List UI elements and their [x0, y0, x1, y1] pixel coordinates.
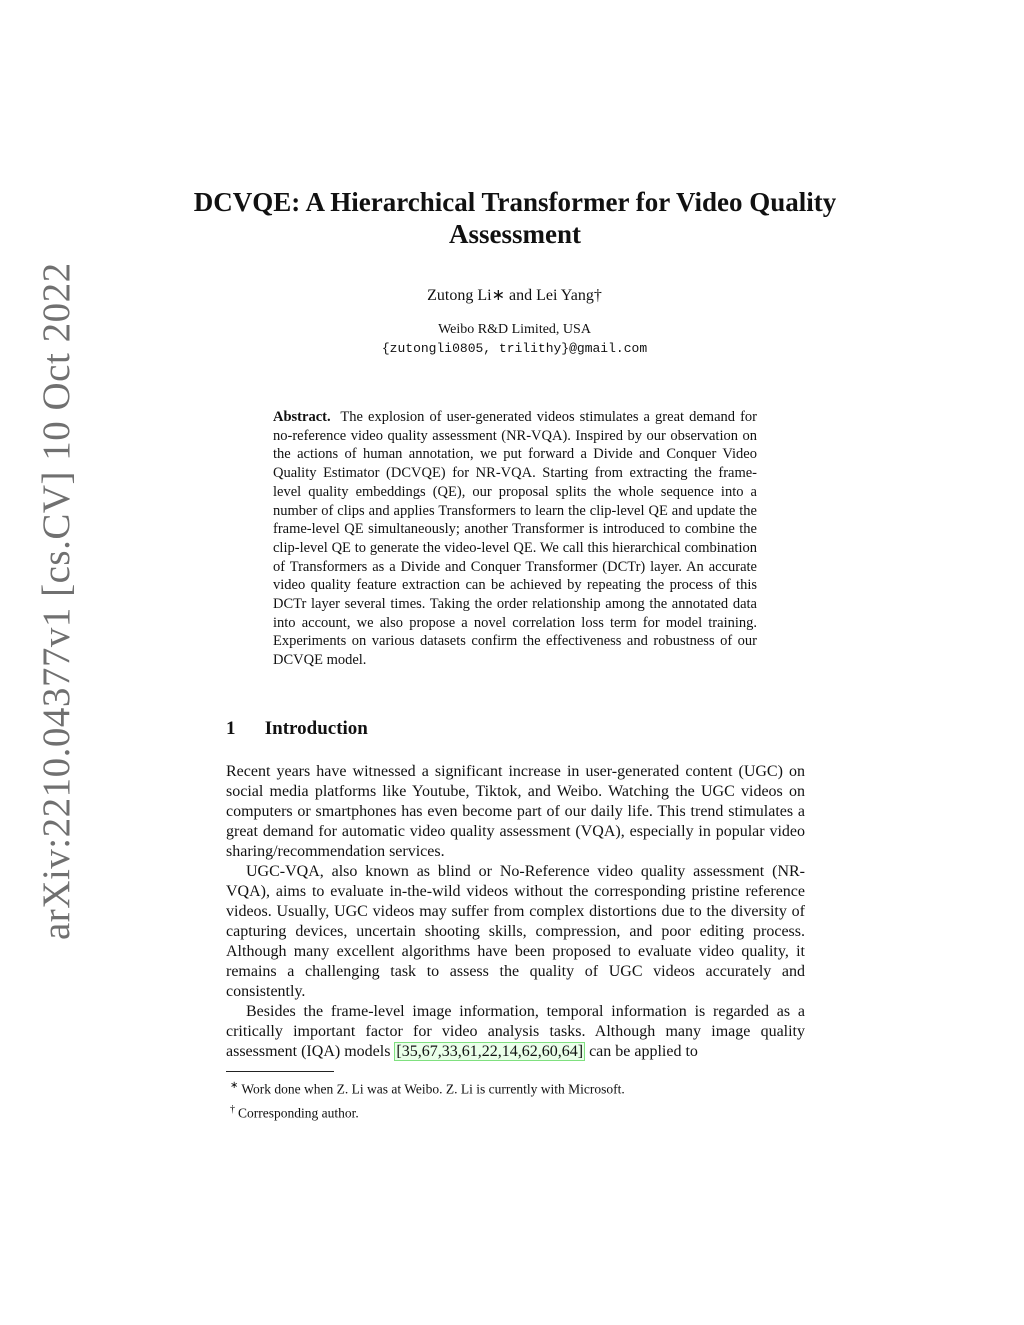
author-email: {zutongli0805, trilithy}@gmail.com — [381, 341, 648, 356]
abstract-label: Abstract. — [273, 409, 331, 425]
footnote-divider — [226, 1071, 334, 1072]
affiliation-block — [0, 320, 1024, 358]
abstract — [273, 408, 757, 670]
footnote-mark: † — [230, 1103, 235, 1115]
arxiv-identifier: arXiv:2210.04377v1 [cs.CV] 10 Oct 2022 — [35, 262, 78, 940]
footnote — [230, 1100, 625, 1124]
introduction-body — [226, 762, 805, 1062]
affiliation-name: Weibo R&D Limited, USA — [438, 322, 591, 337]
footnote-mark: ∗ — [230, 1080, 239, 1091]
author-list: Zutong Li∗ and Lei Yang† — [427, 287, 602, 304]
abstract-text: The explosion of user-generated videos stimulates a great demand for no-reference video quality assessment (NR-VQA). Inspired by our observation on the actions of human annotation, we put forward a Divide and Conquer Video Quality Estimator (DCVQE) for NR-VQA. Starting from extracting the frame-level quality embeddings (QE), our proposal splits the whole sequence into a number of clips and applies Transformers to learn the clip-level QE and update the frame-level QE simultaneously; another Transformer is introduced to combine the clip-level QE to generate the video-level QE. We call this hierarchical combination of Transformers as a Divide and Conquer Transformer (DCTr) layer. An accurate video quality feature extraction can be achieved by repeating the process of this DCTr layer several times. Taking the order relationship among the annotated data into account, we also propose a novel correlation loss term for model training. Experiments on various datasets confirm the effectiveness and robustness of our DCVQE model. — [273, 409, 757, 669]
footnote — [230, 1076, 625, 1100]
section-heading — [226, 718, 368, 740]
paragraph: Recent years have witnessed a significant increase in user-generated content (UGC) on social media platforms like Youtube, Tiktok, and Weibo. Watching the UGC videos on computers or smartphones has even become part of our daily life. This trend stimulates a great demand for automatic video quality assessment (VQA), especially in popular video sharing/recommendation services. — [226, 763, 805, 860]
citation-links[interactable]: [35,67,33,61,22,14,62,60,64] — [396, 1043, 584, 1060]
footnotes — [230, 1076, 625, 1123]
paragraph — [226, 1002, 805, 1062]
section-title: Introduction — [264, 718, 368, 739]
section-number: 1 — [226, 718, 236, 739]
paragraph-text: can be applied to — [585, 1043, 698, 1060]
footnote-text: Corresponding author. — [238, 1105, 359, 1120]
footnote-text: Work done when Z. Li was at Weibo. Z. Li is currently with Microsoft. — [241, 1081, 625, 1097]
paragraph-text: Besides the frame-level image information, temporal information is regarded as a critically important factor for video analysis tasks. Although many image quality assessment (IQA) models — [226, 1003, 805, 1060]
paper-title: DCVQE: A Hierarchical Transformer for Video Quality Assessment — [193, 187, 837, 249]
paragraph: UGC-VQA, also known as blind or No-Reference video quality assessment (NR-VQA), aims to evaluate in-the-wild videos without the corresponding pristine reference videos. Usually, UGC videos may suffer from complex distortions due to the diversity of capturing devices, uncertain shooting skills, compression, and poor editing process. Although many excellent algorithms have been proposed to evaluate video quality, it remains a challenging task to assess the quality of UGC videos accurately and consistently. — [226, 863, 805, 1000]
